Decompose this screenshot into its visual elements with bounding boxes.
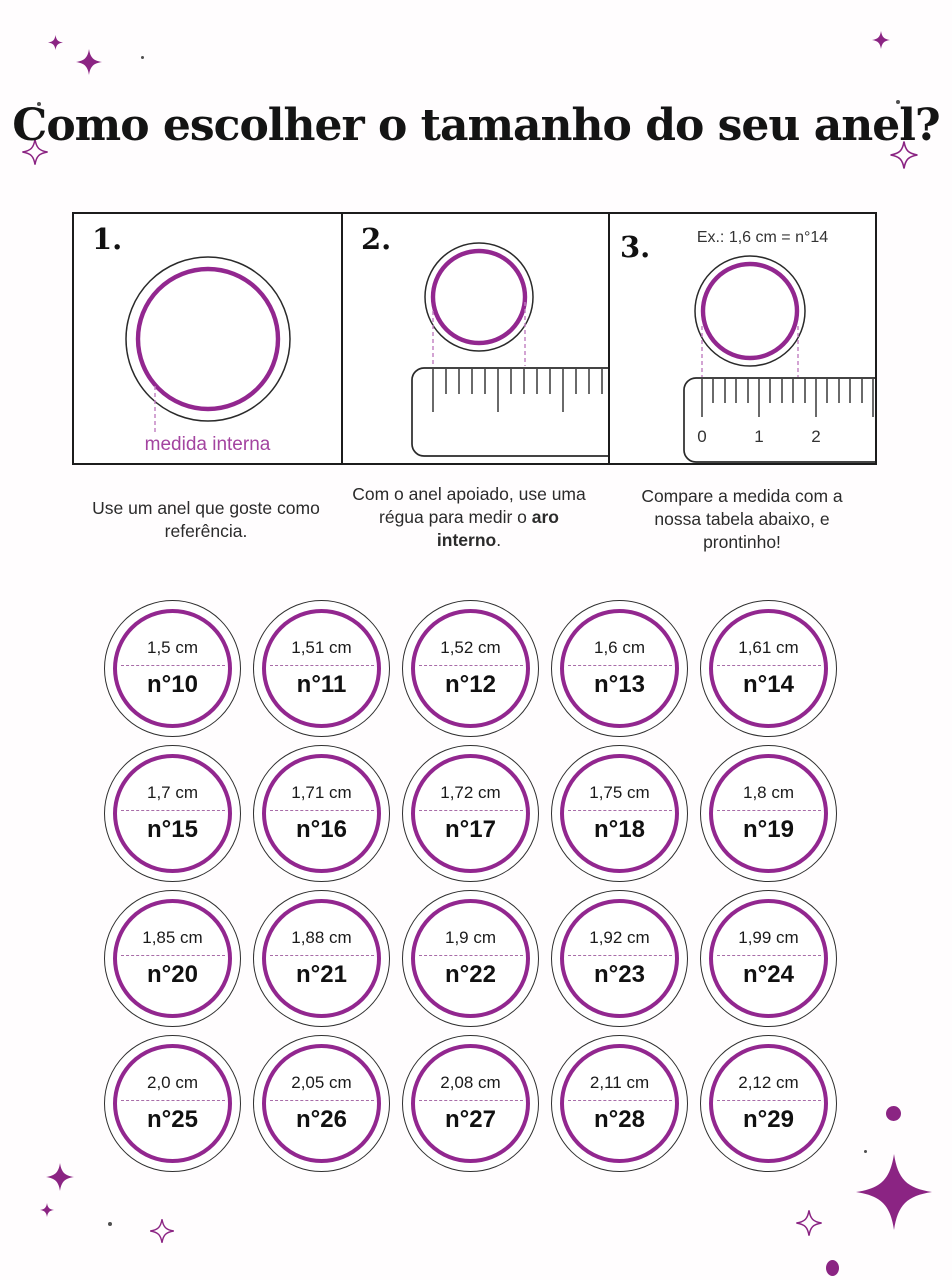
ring-size-label: n°12 [445,671,496,698]
ring-diameter-label: 2,0 cm [146,1073,199,1092]
ring-inner-circle [709,899,828,1018]
step-2-panel [341,214,608,463]
step-2-caption-period: . [496,530,502,551]
ring-diameter-line [717,665,821,666]
ring-diameter-line [121,955,225,956]
ring-diameter-label: 1,6 cm [593,638,646,657]
ring-diameter-label: 1,92 cm [589,928,650,947]
sparkle-icon [48,33,63,52]
ring-diameter-line [270,1100,374,1101]
ring-size-label: n°13 [594,671,645,698]
ring-inner-circle [113,609,232,728]
ring-size-label: n°17 [445,816,496,843]
ring-size-item [700,890,837,1027]
ring-size-label: n°23 [594,961,645,988]
ring-size-label: n°26 [296,1106,347,1133]
ring-diameter-label: 1,72 cm [440,783,501,802]
step-3-number: 3. [620,230,651,264]
ring-inner-circle [560,754,679,873]
dot-icon [886,1106,901,1121]
ring-diameter-label: 1,61 cm [738,638,799,657]
ring-inner-circle [411,899,530,1018]
ring-diameter-label: 1,9 cm [444,928,497,947]
ring-diameter-line [717,955,821,956]
ring-size-item [551,890,688,1027]
sparkle-outline-icon [148,1214,176,1248]
ring-size-label: n°16 [296,816,347,843]
ring-inner-circle [113,754,232,873]
ring-size-label: n°15 [147,816,198,843]
ring-size-item [253,890,390,1027]
ring-diameter-label: 1,51 cm [291,638,352,657]
ring-diameter-line [568,955,672,956]
ring-size-label: n°14 [743,671,794,698]
dot-icon [826,1260,839,1276]
ring-size-label: n°21 [296,961,347,988]
ring-diameter-line [121,810,225,811]
step-1-panel [74,214,341,463]
ring-size-item [402,745,539,882]
ring-diameter-line [419,955,523,956]
example-label: Ex.: 1,6 cm = n°14 [696,229,829,246]
ring-size-table [104,600,837,1172]
ring-diameter-label: 2,12 cm [738,1073,799,1092]
ring-size-label: n°10 [147,671,198,698]
step-2-caption-text: Com o anel apoiado, use uma régua para medir o [352,484,586,528]
ring-size-label: n°24 [743,961,794,988]
ring-diameter-line [419,810,523,811]
ring-diameter-line [121,1100,225,1101]
ring-diameter-label: 1,85 cm [142,928,203,947]
ring-inner-circle [709,754,828,873]
ring-diameter-label: 1,52 cm [440,638,501,657]
ring-inner-circle [411,609,530,728]
ring-diameter-label: 2,11 cm [589,1073,650,1092]
ring-inner-circle [560,899,679,1018]
ring-size-item [402,600,539,737]
step-3-caption: Compare a medida com a nossa tabela abaixo, e prontinho! [641,486,843,553]
ruler-number: 0 [697,427,707,446]
ring-diameter-label: 1,8 cm [742,783,795,802]
ring-size-item [104,745,241,882]
ring-size-item [551,600,688,737]
ring-size-item [402,890,539,1027]
ring-size-item [104,600,241,737]
ring-size-item [700,600,837,737]
ring-diameter-line [568,1100,672,1101]
ring-diameter-label: 2,08 cm [440,1073,501,1092]
ring-inner-circle [709,609,828,728]
sparkle-icon [46,1158,74,1196]
sparkle-outline-icon [794,1206,824,1240]
ring-inner-circle [560,1044,679,1163]
ring-size-label: n°22 [445,961,496,988]
sparkle-icon [76,46,102,78]
ring-diameter-line [568,810,672,811]
ring-diameter-label: 1,5 cm [146,638,199,657]
ring-size-label: n°27 [445,1106,496,1133]
ring-diameter-line [419,1100,523,1101]
step-1-caption: Use um anel que goste como referência. [92,498,320,542]
ring-diameter-line [419,665,523,666]
page-title: Como escolher o tamanho do seu anel? [12,100,940,151]
ring-size-label: n°19 [743,816,794,843]
ring-diameter-line [270,810,374,811]
ring-diameter-line [568,665,672,666]
ring-size-item [253,745,390,882]
ring-size-item [253,1035,390,1172]
ring-diameter-label: 2,05 cm [291,1073,352,1092]
step-2-caption-bold: aro interno [436,507,559,551]
ring-inner-circle [262,899,381,1018]
ring-size-item [253,600,390,737]
ring-diameter-label: 1,88 cm [291,928,352,947]
inner-measure-label: medida interna [144,434,271,455]
ring-inner-circle [560,609,679,728]
ring-size-item [402,1035,539,1172]
ring-size-item [104,1035,241,1172]
ring-inner-circle [262,609,381,728]
ring-size-label: n°18 [594,816,645,843]
dot-icon [108,1222,112,1226]
sparkle-icon [872,28,890,52]
sparkle-icon [40,1200,54,1220]
ring-inner-circle [262,1044,381,1163]
step-2-number: 2. [361,222,392,256]
ring-size-item [551,745,688,882]
ring-size-label: n°28 [594,1106,645,1133]
steps-box [72,212,877,465]
ring-size-item [104,890,241,1027]
ring-diameter-label: 1,7 cm [146,783,199,802]
ring-diameter-label: 1,75 cm [589,783,650,802]
ring-size-label: n°25 [147,1106,198,1133]
ring-size-item [551,1035,688,1172]
ring-diameter-label: 1,99 cm [738,928,799,947]
ring-diameter-line [270,665,374,666]
step-3-panel [608,214,875,463]
step-1-number: 1. [92,222,123,256]
ring-inner-circle [709,1044,828,1163]
ring-diameter-line [717,1100,821,1101]
ring-size-label: n°29 [743,1106,794,1133]
ring-inner-circle [113,899,232,1018]
ring-inner-circle [411,754,530,873]
ring-inner-circle [113,1044,232,1163]
sparkle-icon [856,1150,932,1234]
ring-diameter-label: 1,71 cm [291,783,352,802]
ruler-number: 1 [754,427,764,446]
ring-diameter-line [717,810,821,811]
ring-size-label: n°11 [296,671,347,698]
ruler-number: 2 [811,427,821,446]
dot-icon [141,56,144,59]
step-2-caption [349,483,589,552]
ring-size-item [700,1035,837,1172]
ring-size-label: n°20 [147,961,198,988]
ring-inner-circle [262,754,381,873]
ring-inner-circle [411,1044,530,1163]
ring-diameter-line [270,955,374,956]
ring-size-item [700,745,837,882]
ring-diameter-line [121,665,225,666]
